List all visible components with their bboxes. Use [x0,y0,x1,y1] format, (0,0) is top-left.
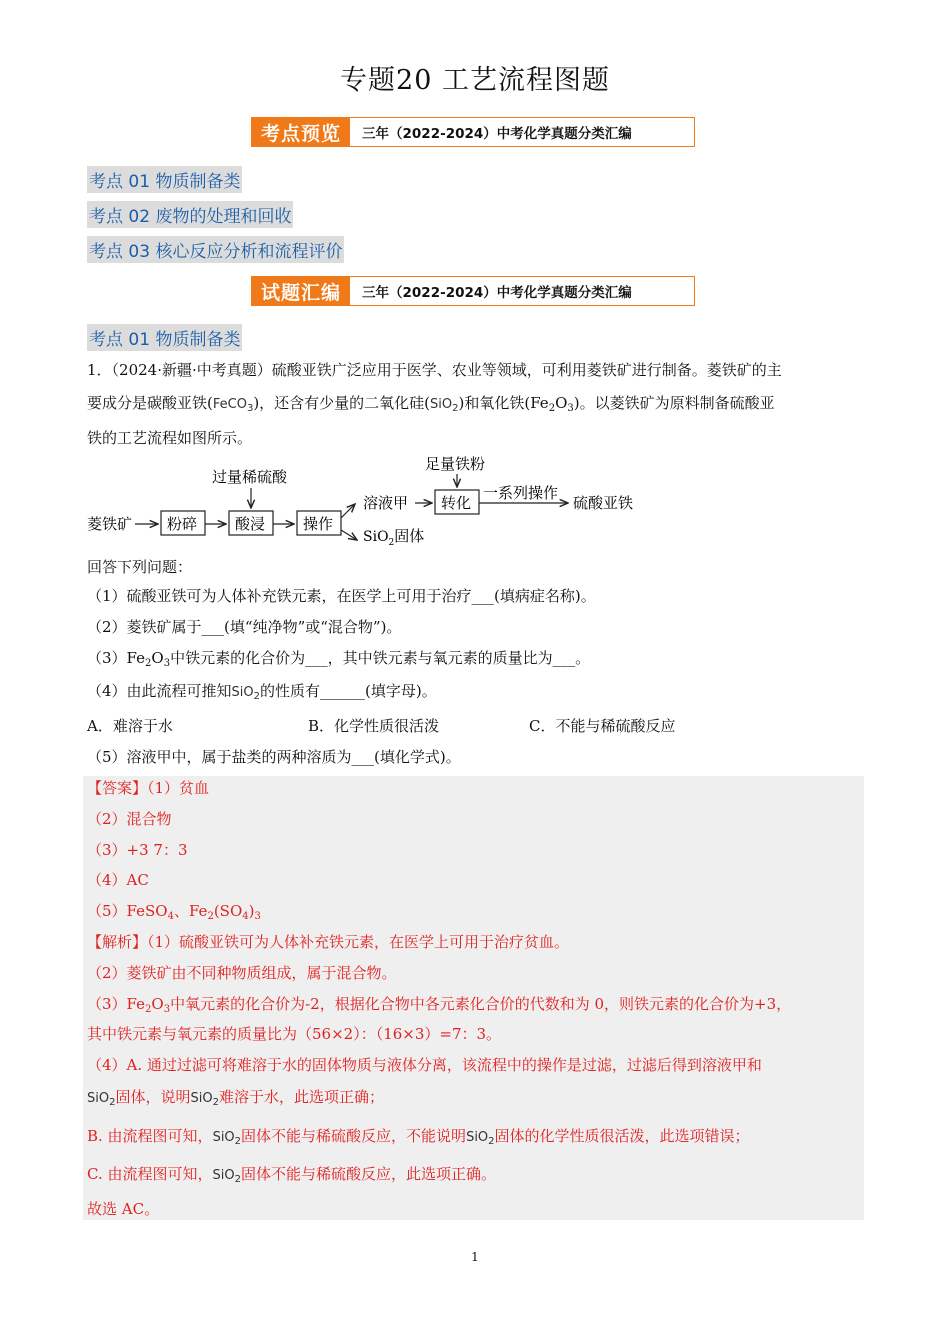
flow-reagent-acid: 过量稀硫酸 [212,468,288,486]
explanation-final: 故选 AC。 [87,1200,160,1218]
page-number: 1 [471,1250,479,1264]
banner-preview [251,117,695,147]
toc-item-2[interactable]: 考点 02 废物的处理和回收 [87,201,293,228]
answer-1: 【答案】（1）贫血 [87,779,210,797]
explanation-4d: C. 由流程图可知，SiO$_2$固体不能与稀硫酸反应，此选项正确。 [87,1165,496,1185]
flow-product-label: 硫酸亚铁 [573,494,634,512]
flow-box-leach-label: 酸浸 [235,515,266,533]
option-b: B．化学性质很活泼 [308,717,440,735]
question-stem-line2: 要成分是碳酸亚铁(FeCO$_3$)，还含有少量的二氧化硅(SiO$_2$)和氧化铁$(Fe_2O_3)$。以菱铁矿为原料制备硫酸亚 [87,394,775,414]
process-flow-diagram [85,452,685,552]
question-5: （5）溶液甲中，属于盐类的两种溶质为___(填化学式)。 [87,748,461,766]
toc-item-3[interactable]: 考点 03 核心反应分析和流程评价 [87,236,344,263]
question-stem-line3: 铁的工艺流程如图所示。 [87,429,253,447]
flow-box-convert-label: 转化 [441,494,472,512]
question-1: （1）硫酸亚铁可为人体补充铁元素，在医学上可用于治疗___(填病症名称)。 [87,587,596,605]
option-a: A．难溶于水 [87,717,173,735]
answer-5: （5）FeSO$_4$、$Fe_2(SO_4)_3$ [87,902,261,922]
banner-tag: 考点预览 [252,118,350,146]
flow-start-label: 菱铁矿 [87,515,133,533]
explanation-1: 【解析】（1）硫酸亚铁可为人体补充铁元素，在医学上可用于治疗贫血。 [87,933,570,951]
flow-box-crush-label: 粉碎 [167,515,198,533]
flow-step-label: 一系列操作 [483,484,559,502]
answer-4: （4）AC [87,871,149,889]
question-4: （4）由此流程可推知SiO$_2$的性质有______(填字母)。 [87,682,437,702]
question-prompt: 回答下列问题： [87,558,193,576]
question-3: $(3)Fe_2O_3$中铁元素的化合价为___，其中铁元素与氧元素的质量比为___。 [87,649,591,669]
section-heading: 考点 01 物质制备类 [87,324,242,351]
explanation-2: （2）菱铁矿由不同种物质组成，属于混合物。 [87,964,397,982]
explanation-4c: B. 由流程图可知，SiO$_2$固体不能与稀硫酸反应，不能说明SiO$_2$固体的化学性质很活泼，此选项错误； [87,1127,750,1147]
banner-tag: 试题汇编 [252,277,350,305]
question-2: （2）菱铁矿属于___(填“纯净物”或“混合物”)。 [87,618,402,636]
flow-reagent-iron: 足量铁粉 [425,455,486,473]
explanation-3b: 其中铁元素与氧元素的质量比为（56×2）：（16×3）=7：3。 [87,1025,502,1043]
explanation-4b: SiO$_2$固体，说明SiO$_2$难溶于水，此选项正确； [87,1088,384,1108]
flow-sio2-label: SiO$_2$固体 [363,527,425,548]
answer-2: （2）混合物 [87,810,172,828]
toc-item-1[interactable]: 考点 01 物质制备类 [87,166,242,193]
answer-3: （3）+3 7：3 [87,841,188,859]
banner-text: 三年（2022-2024）中考化学真题分类汇编 [362,285,632,301]
banner-questions [251,276,695,306]
explanation-3a: $(3)Fe_2O_3$中氧元素的化合价为-2，根据化合物中各元素化合价的代数和为 0，则铁元素的化合价为+3， [87,995,792,1015]
flow-solution-label: 溶液甲 [363,494,409,512]
flow-box-operation-label: 操作 [303,515,334,533]
question-stem-line1: 1．（2024·新疆·中考真题）硫酸亚铁广泛应用于医学、农业等领域，可利用菱铁矿进行制备。菱铁矿的主 [87,361,782,379]
explanation-4a: （4）A. 通过过滤可将难溶于水的固体物质与液体分离，该流程中的操作是过滤，过滤后得到溶液甲和 [87,1056,762,1074]
page-title: 专题20 工艺流程图题 [340,65,610,96]
option-c: C．不能与稀硫酸反应 [529,717,676,735]
banner-text: 三年（2022-2024）中考化学真题分类汇编 [362,126,632,142]
